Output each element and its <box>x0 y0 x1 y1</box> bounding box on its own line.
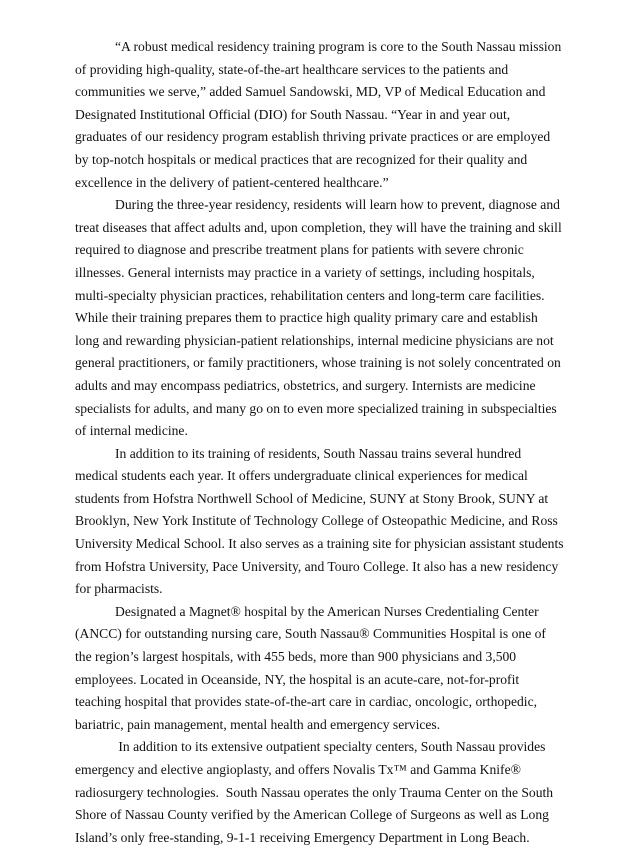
paragraph-residency-quote: “A robust medical residency training program is core to the South Nassau mission of providing high-quality, state-of-the-art healthcare services to the patients and communities we serve,” added Samuel Sandowski, MD, VP of Medical Education and Designated Institutional Official (DIO) for South Nassau. “Year in and year out, graduates of our residency program establish thriving private practices or are employed by top-notch hospitals or medical practices that are recognized for their quality and excellence in the delivery of patient-centered healthcare.” <box>75 39 562 190</box>
paragraph-magnet-hospital: Designated a Magnet® hospital by the American Nurses Credentialing Center (ANCC) for outstanding nursing care, South Nassau® Communities Hospital is one of the region’s largest hospitals, with 455 beds, more than 900 physicians and 3,500 employees. Located in Oceanside, NY, the hospital is an acute-care, not-for-profit teaching hospital that provides state-of-the-art care in cardiac, oncologic, orthopedic, bariatric, pain management, mental health and emergency services. <box>75 603 546 732</box>
paragraph-three-year-residency: During the three-year residency, residents will learn how to prevent, diagnose and treat diseases that affect adults and, upon completion, they will have the training and skill required to diagnose and prescribe treatment plans for patients with severe chronic illnesses. General internists may practice in a variety of settings, including hospitals, multi-specialty physician practices, rehabilitation centers and long-term care facilities. While their training prepares them to practice high quality primary care and establish long and rewarding physician-patient relationships, internal medicine physicians are not general practitioners, or family practitioners, whose training is not solely concentrated on adults and may encompass pediatrics, obstetrics, and surgery. Internists are medicine specialists for adults, and many go on to even more specialized training in subspecialties of internal medicine. <box>75 197 562 439</box>
document-body <box>75 36 565 849</box>
paragraph-outpatient-services: In addition to its extensive outpatient specialty centers, South Nassau provides emergency and elective angioplasty, and offers Novalis Tx™ and Gamma Knife® radiosurgery technologies. South Nassau operates the only Trauma Center on the South Shore of Nassau County verified by the American College of Surgeons as well as Long Island’s only free-standing, 9-1-1 receiving Emergency Department in Long Beach. <box>75 739 557 845</box>
paragraph-medical-students: In addition to its training of residents, South Nassau trains several hundred medical students each year. It offers undergraduate clinical experiences for medical students from Hofstra Northwell School of Medicine, SUNY at Stony Brook, SUNY at Brooklyn, New York Institute of Technology College of Osteopathic Medicine, and Ross University Medical School. It also serves as a training site for physician assistant students from Hofstra University, Pace University, and Touro College. It also has a new residency for pharmacists. <box>75 445 564 597</box>
